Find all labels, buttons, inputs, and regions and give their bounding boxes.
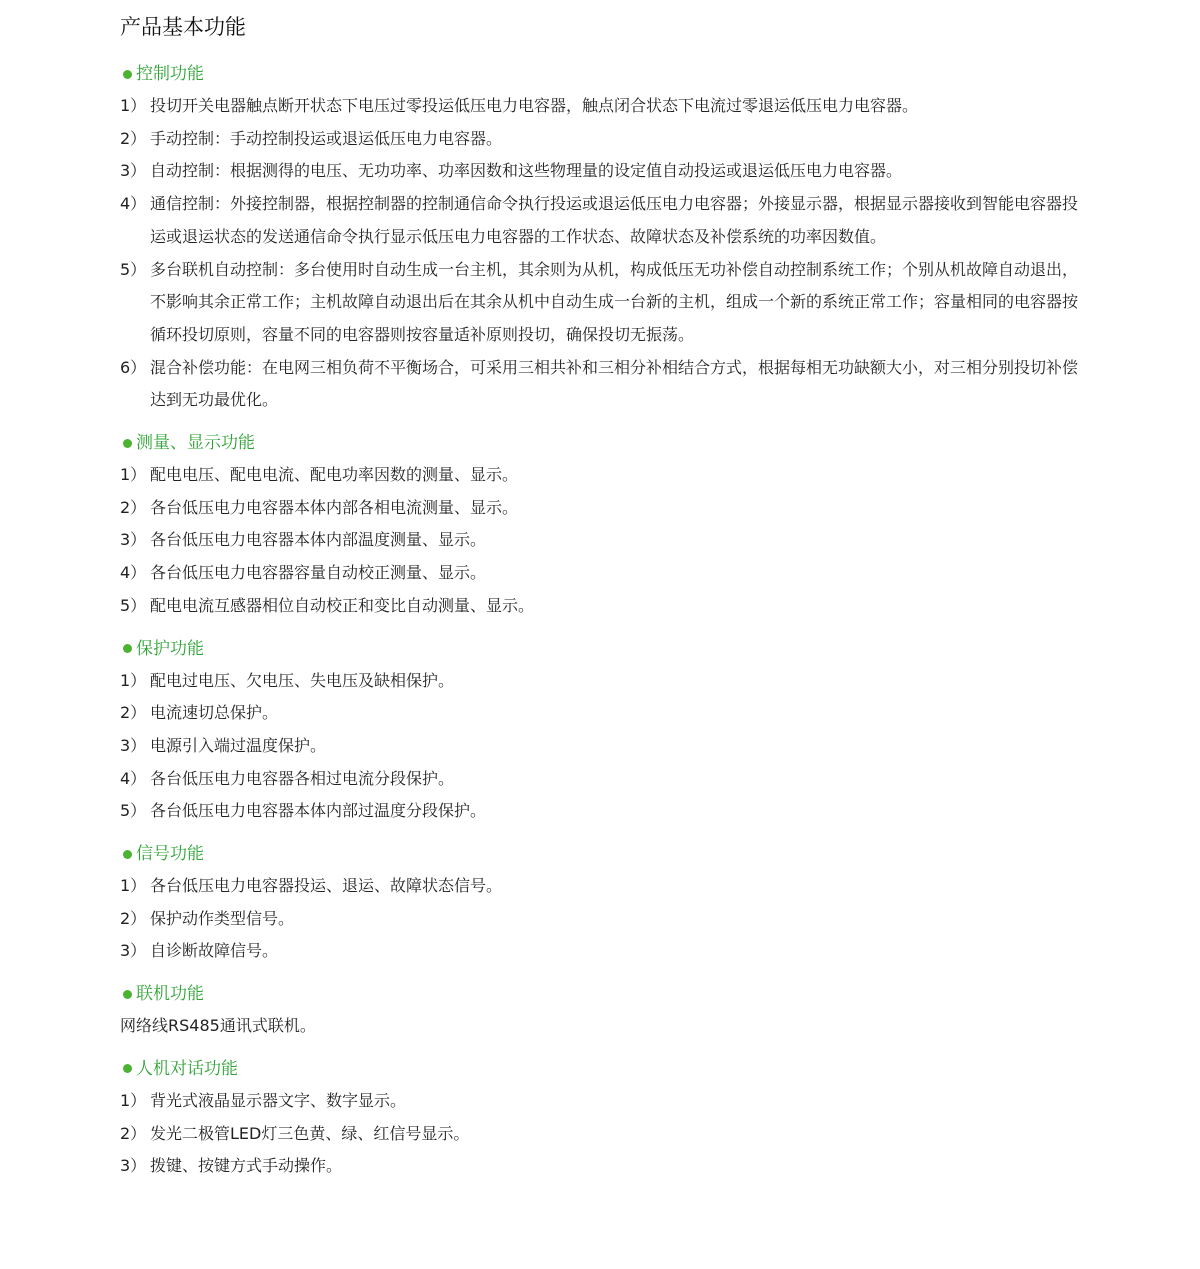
list-item	[120, 459, 1090, 492]
section-control	[120, 58, 1090, 417]
list-item	[120, 697, 1090, 730]
item-list	[120, 1085, 1090, 1183]
green-dot-icon	[123, 850, 132, 859]
item-number: 3）	[120, 941, 147, 961]
list-item	[120, 557, 1090, 590]
item-text: 电流速切总保护。	[150, 703, 279, 723]
product-features-page	[120, 0, 1090, 1183]
section-heading	[120, 1053, 1090, 1085]
item-text: 各台低压电力电容器本体内部过温度分段保护。	[150, 801, 487, 821]
section-measurement-display	[120, 427, 1090, 623]
item-text: 手动控制：手动控制投运或退运低压电力电容器。	[150, 128, 503, 148]
list-item	[120, 1085, 1090, 1118]
item-text: 各台低压电力电容器本体内部温度测量、显示。	[150, 530, 487, 550]
list-item	[120, 90, 1090, 123]
list-item	[120, 188, 1090, 253]
item-number: 5）	[120, 595, 147, 615]
green-dot-icon	[123, 1064, 132, 1073]
list-item	[120, 730, 1090, 763]
item-list	[120, 870, 1090, 968]
item-text: 自动控制：根据测得的电压、无功功率、功率因数和这些物理量的设定值自动投运或退运低压电力电容器。	[150, 161, 903, 181]
item-number: 5）	[120, 801, 147, 821]
item-text: 混合补偿功能：在电网三相负荷不平衡场合，可采用三相共补和三相分补相结合方式，根据每相无功缺额大小，对三相分别投切补偿达到无功最优化。	[150, 357, 1079, 410]
list-item	[120, 935, 1090, 968]
item-list	[120, 90, 1090, 417]
section-title: 人机对话功能	[136, 1058, 238, 1079]
item-number: 5）	[120, 259, 147, 279]
list-item	[120, 665, 1090, 698]
list-item	[120, 1118, 1090, 1151]
item-text: 各台低压电力电容器本体内部各相电流测量、显示。	[150, 497, 519, 517]
item-text: 背光式液晶显示器文字、数字显示。	[150, 1090, 407, 1110]
list-item	[120, 795, 1090, 828]
item-text: 保护动作类型信号。	[150, 908, 295, 928]
item-text: 电源引入端过温度保护。	[150, 735, 327, 755]
item-number: 4）	[120, 563, 147, 583]
item-text: 多台联机自动控制：多台使用时自动生成一台主机，其余则为从机，构成低压无功补偿自动控制系统工作；个别从机故障自动退出，不影响其余正常工作；主机故障自动退出后在其余从机中自动生成一台新的主机，组成一个新的系统正常工作；容量相同的电容器按循环投切原则，容量不同的电容器则按容量适补原则投切，确保投切无振荡。	[150, 259, 1079, 344]
item-number: 6）	[120, 357, 147, 377]
list-item	[120, 352, 1090, 417]
item-text: 各台低压电力电容器容量自动校正测量、显示。	[150, 563, 487, 583]
green-dot-icon	[123, 439, 132, 448]
item-number: 2）	[120, 908, 147, 928]
section-protection	[120, 633, 1090, 829]
section-networking	[120, 978, 1090, 1043]
item-number: 1）	[120, 1090, 147, 1110]
item-text: 配电电流互感器相位自动校正和变比自动测量、显示。	[150, 595, 535, 615]
list-item	[120, 1150, 1090, 1183]
list-item	[120, 155, 1090, 188]
item-number: 1）	[120, 96, 147, 115]
section-heading	[120, 633, 1090, 665]
list-item	[120, 870, 1090, 903]
item-text: 自诊断故障信号。	[150, 941, 279, 961]
section-title: 保护功能	[136, 638, 204, 659]
item-text: 各台低压电力电容器各相过电流分段保护。	[150, 768, 455, 788]
list-item	[120, 492, 1090, 525]
item-text: 通信控制：外接控制器，根据控制器的控制通信命令执行投运或退运低压电力电容器；外接显示器，根据显示器接收到智能电容器投运或退运状态的发送通信命令执行显示低压电力电容器的工作状态、故障状态及补偿系统的功率因数值。	[150, 194, 1079, 246]
section-title: 测量、显示功能	[136, 433, 255, 454]
item-number: 3）	[120, 530, 147, 550]
item-number: 2）	[120, 128, 147, 148]
section-heading	[120, 978, 1090, 1010]
section-signal	[120, 838, 1090, 968]
green-dot-icon	[123, 70, 132, 79]
item-text: 配电过电压、欠电压、失电压及缺相保护。	[150, 670, 455, 690]
item-text: 发光二极管LED灯三色黄、绿、红信号显示。	[150, 1123, 470, 1143]
list-item	[120, 524, 1090, 557]
item-text: 配电电压、配电电流、配电功率因数的测量、显示。	[150, 465, 519, 485]
item-number: 3）	[120, 735, 147, 755]
section-heading	[120, 838, 1090, 870]
item-text: 拨键、按键方式手动操作。	[150, 1156, 343, 1176]
list-item	[120, 254, 1090, 352]
section-heading	[120, 427, 1090, 459]
item-number: 2）	[120, 1123, 147, 1143]
item-list	[120, 459, 1090, 623]
item-number: 3）	[120, 161, 147, 181]
list-item	[120, 123, 1090, 156]
section-heading	[120, 58, 1090, 90]
green-dot-icon	[123, 644, 132, 653]
section-title: 联机功能	[136, 984, 204, 1005]
item-number: 3）	[120, 1156, 147, 1176]
item-text: 投切开关电器触点断开状态下电压过零投运低压电力电容器，触点闭合状态下电流过零退运低压电力电容器。	[150, 96, 919, 115]
section-title: 控制功能	[136, 64, 204, 84]
list-item	[120, 590, 1090, 623]
item-number: 1）	[120, 876, 147, 896]
item-number: 2）	[120, 497, 147, 517]
item-text: 各台低压电力电容器投运、退运、故障状态信号。	[150, 876, 503, 896]
section-hmi	[120, 1053, 1090, 1183]
list-item	[120, 903, 1090, 936]
item-number: 4）	[120, 768, 147, 788]
item-number: 4）	[120, 194, 147, 214]
item-number: 2）	[120, 703, 147, 723]
item-number: 1）	[120, 670, 147, 690]
section-text: 网络线RS485通讯式联机。	[120, 1016, 316, 1036]
green-dot-icon	[123, 990, 132, 999]
item-list	[120, 665, 1090, 829]
section-title: 信号功能	[136, 844, 204, 865]
list-item	[120, 763, 1090, 796]
page-title: 产品基本功能	[120, 15, 246, 39]
item-number: 1）	[120, 465, 147, 485]
